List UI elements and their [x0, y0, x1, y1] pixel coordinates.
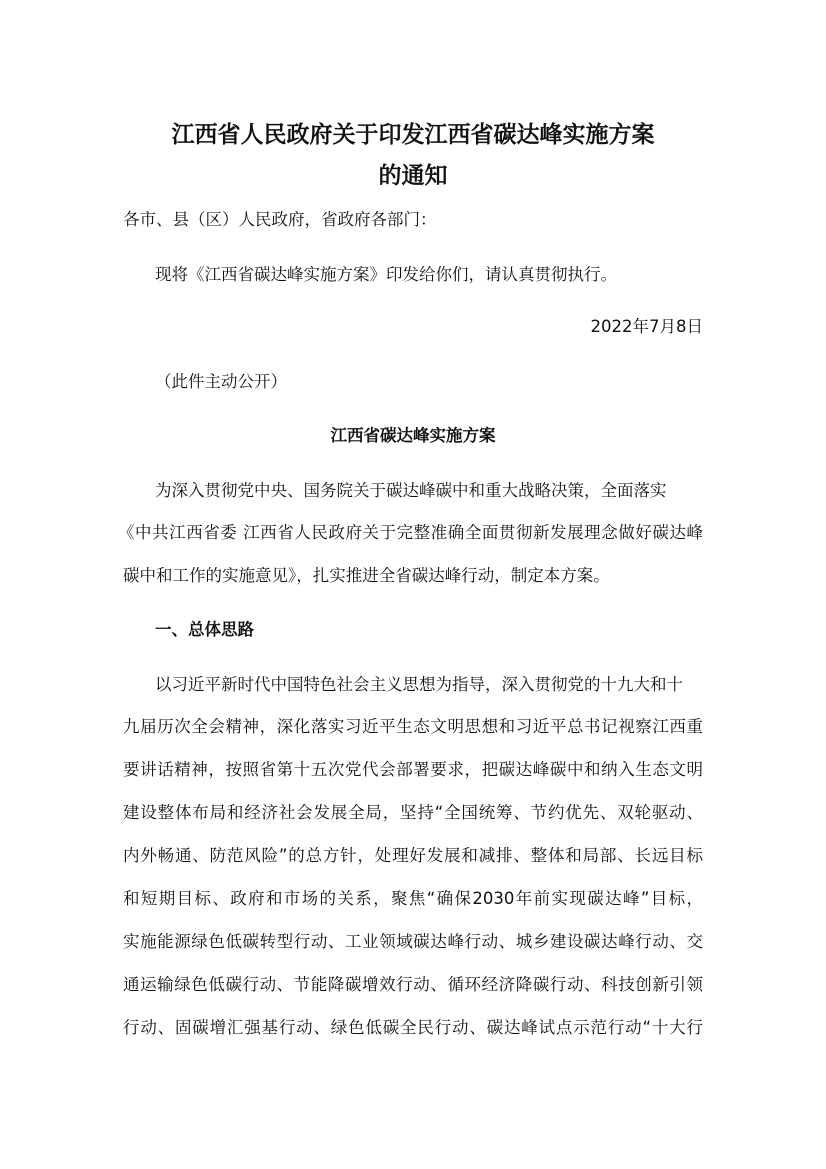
- disclosure-note: （此件主动公开）: [155, 372, 287, 391]
- section-paragraph-line: 内外畅通、防范风险”的总方针，处理好发展和减排、整体和局部、长远目标: [123, 846, 703, 865]
- notice-body: 现将《江西省碳达峰实施方案》印发给你们，请认真贯彻执行。: [155, 265, 617, 284]
- section-paragraph-line: 九届历次全会精神，深化落实习近平生态文明思想和习近平总书记视察江西重: [123, 717, 703, 736]
- section-heading: 一、总体思路: [155, 620, 254, 639]
- section-paragraph-line: 实施能源绿色低碳转型行动、工业领域碳达峰行动、城乡建设碳达峰行动、交: [123, 932, 703, 951]
- plan-title: 江西省碳达峰实施方案: [330, 426, 496, 445]
- notice-date: 2022年7月8日: [590, 317, 703, 336]
- section-paragraph-line: 以习近平新时代中国特色社会主义思想为指导，深入贯彻党的十九大和十: [155, 675, 683, 694]
- intro-line: 为深入贯彻党中央、国务院关于碳达峰碳中和重大战略决策，全面落实: [155, 481, 667, 500]
- notice-title-line-2: 的通知: [378, 163, 448, 189]
- section-paragraph-line: 行动、固碳增汇强基行动、绿色低碳全民行动、碳达峰试点示范行动“十大行: [123, 1018, 703, 1037]
- notice-title-line-1: 江西省人民政府关于印发江西省碳达峰实施方案: [171, 122, 655, 148]
- section-paragraph-line: 要讲话精神，按照省第十五次党代会部署要求，把碳达峰碳中和纳入生态文明: [123, 760, 703, 779]
- section-paragraph-line: 通运输绿色低碳行动、节能降碳增效行动、循环经济降碳行动、科技创新引领: [123, 975, 703, 994]
- section-paragraph-line: 和短期目标、政府和市场的关系，聚焦“确保2030年前实现碳达峰”目标，: [123, 889, 703, 908]
- salutation: 各市、县（区）人民政府，省政府各部门：: [123, 210, 437, 229]
- intro-line: 碳中和工作的实施意见》，扎实推进全省碳达峰行动，制定本方案。: [123, 566, 610, 585]
- section-paragraph-line: 建设整体布局和经济社会发展全局，坚持“全国统筹、节约优先、双轮驱动、: [123, 803, 703, 822]
- intro-line: 《中共江西省委 江西省人民政府关于完整准确全面贯彻新发展理念做好碳达峰: [118, 523, 703, 542]
